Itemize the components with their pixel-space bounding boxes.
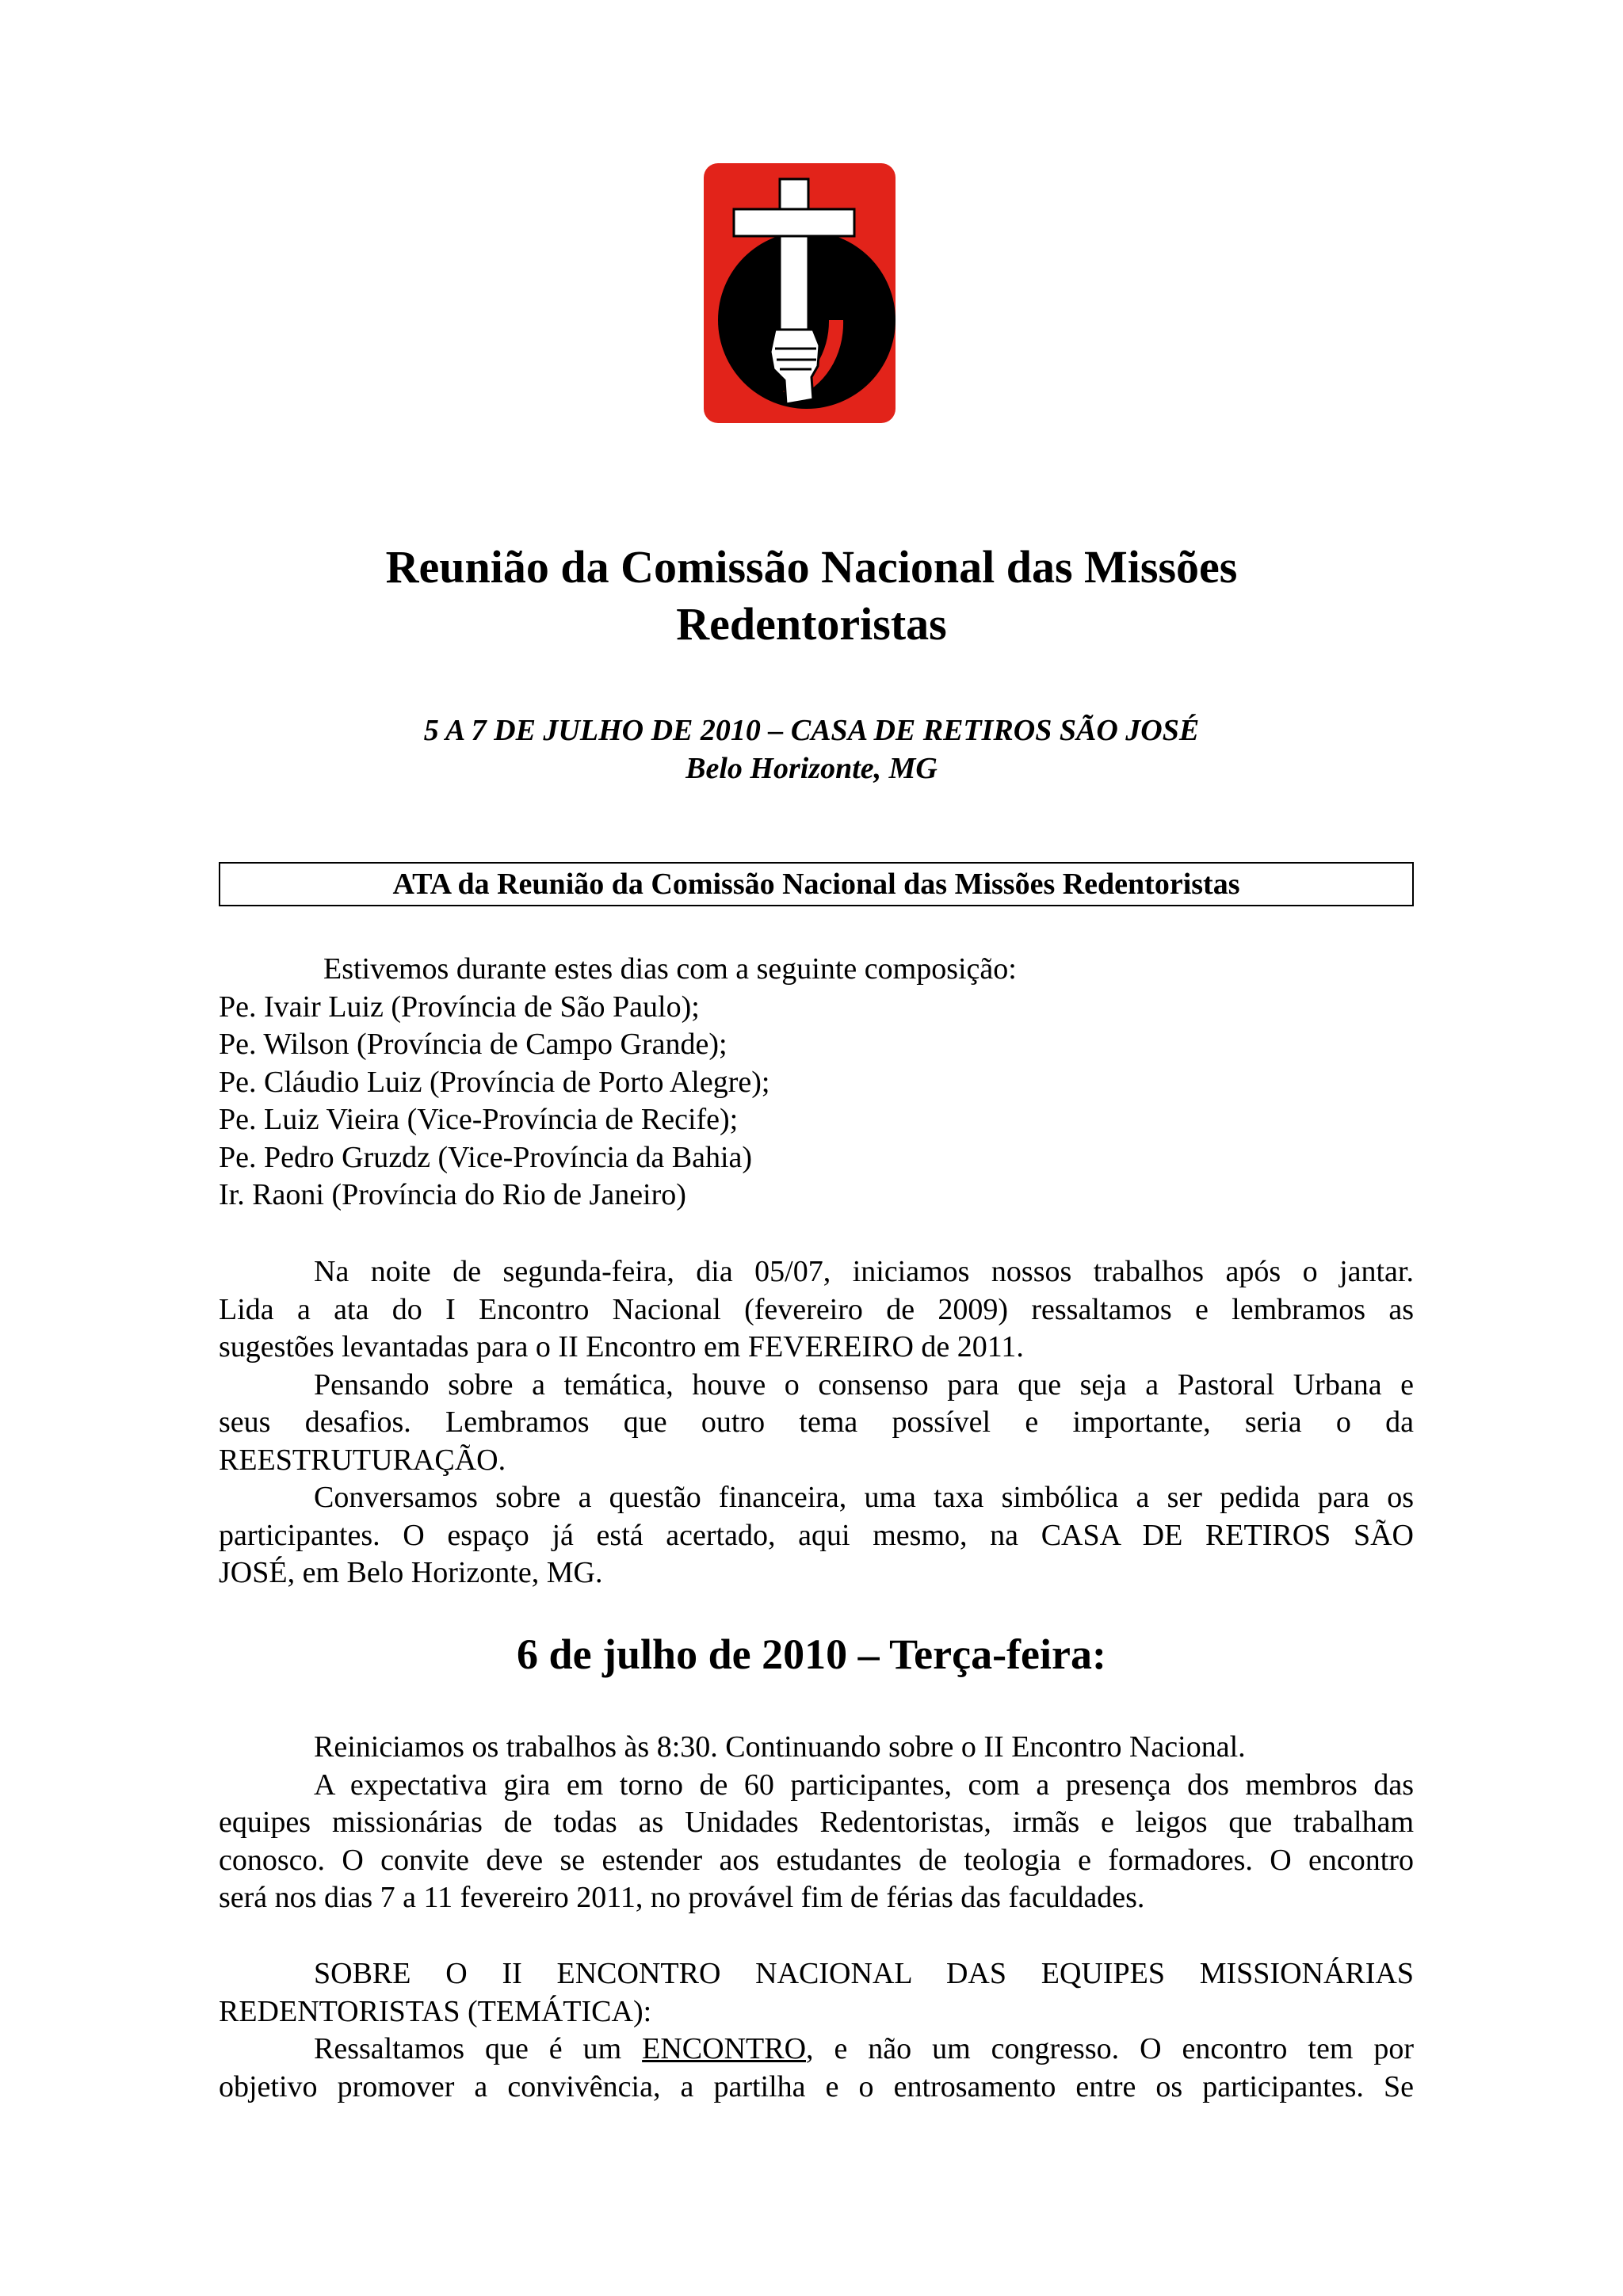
paragraph-line: objetivo promover a convivência, a partilha e o entrosamento entre os participantes. Se bbox=[219, 2069, 1414, 2103]
paragraph-line: conosco. O convite deve se estender aos estudantes de teologia e formadores. O encontro bbox=[219, 1843, 1414, 1877]
paragraph-line: Pensando sobre a temática, houve o consenso para que seja a Pastoral Urbana e bbox=[314, 1367, 1414, 1402]
ata-heading-box: ATA da Reunião da Comissão Nacional das Missões Redentoristas bbox=[219, 862, 1414, 906]
monday-section bbox=[219, 1253, 1414, 1592]
paragraph-line bbox=[219, 2031, 1414, 2069]
composition-intro: Estivemos durante estes dias com a seguinte composição: bbox=[323, 952, 1017, 986]
member-item: Pe. Pedro Gruzdz (Vice-Província da Bahia) bbox=[219, 1140, 753, 1174]
document-title-line-2: Redentoristas bbox=[676, 598, 947, 650]
member-item: Ir. Raoni (Província do Rio de Janeiro) bbox=[219, 1178, 686, 1211]
document-title-line-1: Reunião da Comissão Nacional das Missões bbox=[385, 541, 1238, 593]
paragraph-line: será nos dias 7 a 11 fevereiro 2011, no provável fim de férias das faculdades. bbox=[219, 1881, 1145, 1914]
date-venue-line: 5 A 7 DE JULHO DE 2010 – CASA DE RETIROS SÃO JOSÉ bbox=[423, 714, 1200, 747]
logo-cross-horizontal bbox=[734, 209, 854, 236]
paragraph-line: REESTRUTURAÇÃO. bbox=[219, 1443, 506, 1477]
member-item: Pe. Ivair Luiz (Província de São Paulo); bbox=[219, 990, 700, 1024]
city-line: Belo Horizonte, MG bbox=[685, 752, 938, 785]
tuesday-section bbox=[219, 1729, 1414, 1917]
paragraph-line: A expectativa gira em torno de 60 participantes, com a presença dos membros das bbox=[314, 1768, 1414, 1802]
paragraph-line: equipes missionárias de todas as Unidades Redentoristas, irmãs e leigos que trabalham bbox=[219, 1806, 1414, 1839]
paragraph-fragment: Ressaltamos que é um bbox=[314, 2032, 643, 2065]
member-item: Pe. Luiz Vieira (Vice-Província de Recife); bbox=[219, 1103, 739, 1136]
member-item: Pe. Cláudio Luiz (Província de Porto Alegre); bbox=[219, 1065, 770, 1099]
underlined-word: ENCONTRO bbox=[642, 2032, 807, 2065]
paragraph-line: Na noite de segunda-feira, dia 05/07, iniciamos nossos trabalhos após o jantar. bbox=[314, 1255, 1414, 1288]
paragraph-line: Conversamos sobre a questão financeira, uma taxa simbólica a ser pedida para os bbox=[314, 1481, 1414, 1514]
paragraph-line: REDENTORISTAS (TEMÁTICA): bbox=[219, 1994, 652, 2028]
composition-section bbox=[219, 951, 1414, 1215]
redemptorist-cross-logo bbox=[702, 162, 897, 425]
paragraph-line: Lida a ata do I Encontro Nacional (fevereiro de 2009) ressaltamos e lembramos as bbox=[219, 1292, 1414, 1326]
paragraph-line: seus desafios. Lembramos que outro tema possível e importante, seria o da bbox=[219, 1405, 1414, 1439]
paragraph-line: participantes. O espaço já está acertado, aqui mesmo, na CASA DE RETIROS SÃO bbox=[219, 1518, 1414, 1552]
tuesday-section-2 bbox=[219, 1955, 1414, 2106]
member-item: Pe. Wilson (Província de Campo Grande); bbox=[219, 1028, 727, 1061]
paragraph-line: Reiniciamos os trabalhos às 8:30. Continuando sobre o II Encontro Nacional. bbox=[314, 1730, 1246, 1764]
tuesday-heading: 6 de julho de 2010 – Terça-feira: bbox=[517, 1630, 1106, 1678]
paragraph-line: sugestões levantadas para o II Encontro em FEVEREIRO de 2011. bbox=[219, 1330, 1024, 1363]
paragraph-line: SOBRE O II ENCONTRO NACIONAL DAS EQUIPES MISSIONÁRIAS bbox=[314, 1957, 1414, 1990]
paragraph-fragment: , e não um congresso. O encontro tem por bbox=[806, 2032, 1414, 2065]
logo-cross-vertical bbox=[780, 179, 808, 338]
paragraph-line: JOSÉ, em Belo Horizonte, MG. bbox=[219, 1556, 603, 1589]
